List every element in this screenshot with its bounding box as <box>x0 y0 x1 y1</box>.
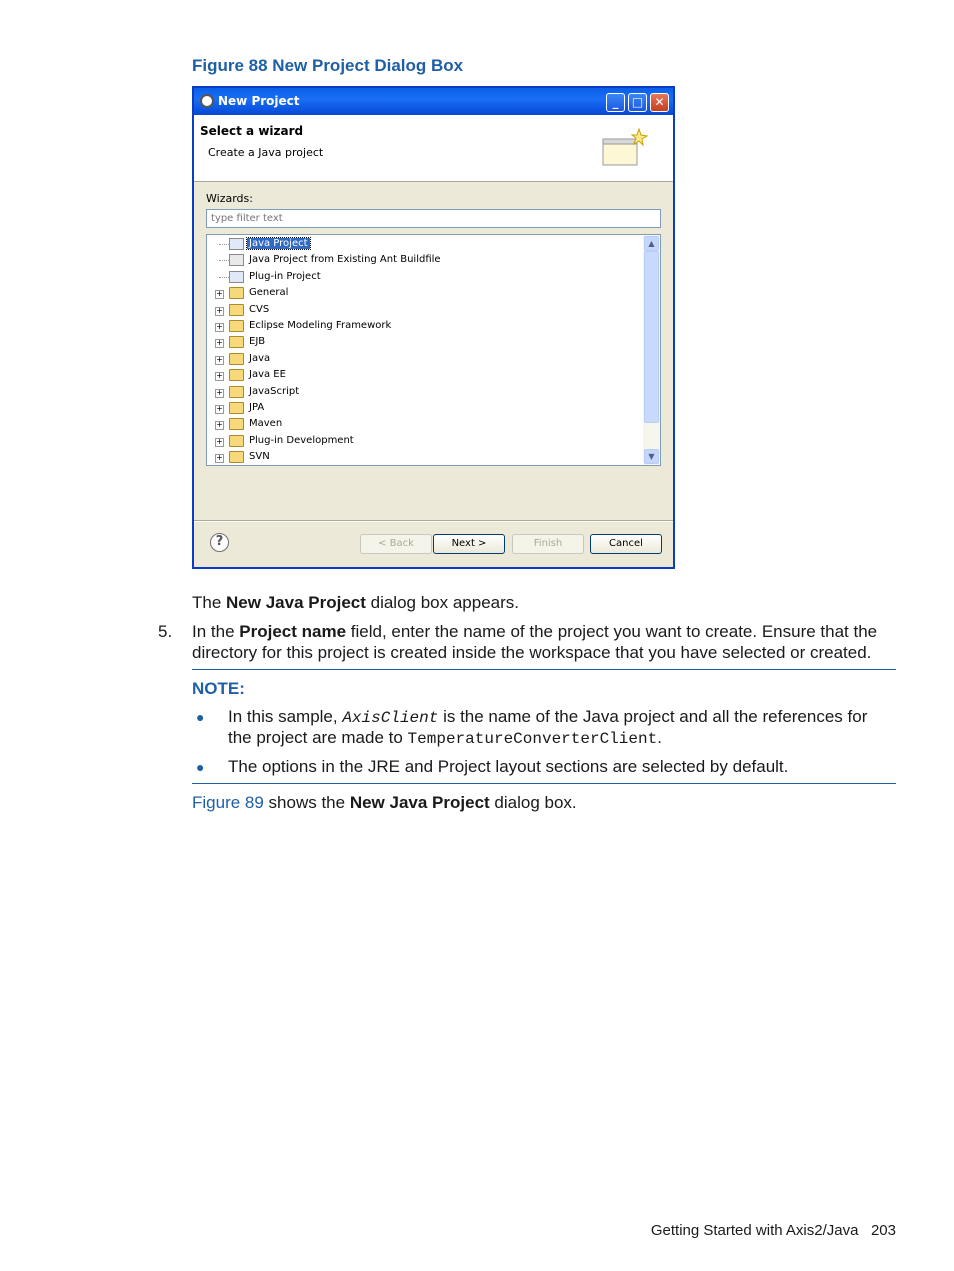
expand-icon[interactable]: + <box>216 387 223 397</box>
page-number: 203 <box>870 1222 896 1239</box>
tree-item-label: Plug-in Development <box>249 434 354 446</box>
dialog-separator <box>194 520 673 522</box>
eclipse-icon <box>200 94 214 108</box>
wizards-label: Wizards: <box>206 192 253 205</box>
folder-icon <box>229 386 244 398</box>
back-button[interactable]: < Back <box>360 534 432 554</box>
step-text-line2: directory for this project is created inside the workspace that you have selected or created. <box>192 643 872 662</box>
figure-reference-text: Figure 89 shows the New Java Project dialog box. <box>192 793 577 812</box>
note-bullet-1-line2: the project are made to TemperatureConverterClient. <box>228 728 662 748</box>
tree-item-label: Java Project from Existing Ant Buildfile <box>249 254 441 266</box>
tree-connector <box>219 277 229 278</box>
next-button[interactable]: Next > <box>433 534 505 554</box>
folder-icon <box>229 320 244 332</box>
expand-icon[interactable]: + <box>216 436 223 446</box>
step-number: 5. <box>158 622 173 641</box>
tree-scrollbar[interactable] <box>643 235 660 465</box>
note-label: NOTE: <box>192 679 245 698</box>
wizard-header <box>194 115 673 182</box>
dialog-titlebar[interactable] <box>194 88 673 115</box>
note-bullet-1-line1: In this sample, AxisClient is the name of the Java project and all the references for <box>228 707 868 727</box>
figure-caption: Figure 88 New Project Dialog Box <box>192 56 464 75</box>
java-project-icon <box>229 238 244 250</box>
ant-icon <box>229 254 244 266</box>
wizard-heading: Select a wizard <box>200 124 304 138</box>
tree-item-label: Java EE <box>249 369 286 381</box>
folder-icon <box>229 287 244 299</box>
tree-item-label: Java Project <box>249 238 308 249</box>
new-project-dialog <box>192 86 675 569</box>
filter-input[interactable] <box>206 209 661 228</box>
note-bullet-2: The options in the JRE and Project layout sections are selected by default. <box>228 757 789 776</box>
tree-connector <box>219 260 229 261</box>
folder-icon <box>229 304 244 316</box>
folder-icon <box>229 336 244 348</box>
close-icon[interactable]: ✕ <box>650 93 669 112</box>
wizard-banner-icon <box>602 127 648 169</box>
wizard-subheading: Create a Java project <box>208 146 324 159</box>
folder-icon <box>229 402 244 414</box>
scroll-down-icon[interactable]: ▼ <box>644 449 659 464</box>
folder-icon <box>229 369 244 381</box>
tree-item-label: Maven <box>249 418 283 430</box>
maximize-icon[interactable]: □ <box>628 93 647 112</box>
minimize-icon[interactable]: _ <box>606 93 625 112</box>
note-top-rule <box>192 669 896 670</box>
folder-icon <box>229 353 244 365</box>
tree-item-label: EJB <box>249 336 266 348</box>
tree-item-label: Java <box>249 352 271 364</box>
expand-icon[interactable]: + <box>216 289 223 299</box>
tree-connector <box>219 244 229 245</box>
tree-item-label: SVN <box>249 451 270 463</box>
scroll-up-icon[interactable]: ▲ <box>644 236 659 251</box>
figure-89-link[interactable]: Figure 89 <box>192 793 264 812</box>
tree-item-label: JavaScript <box>249 385 300 397</box>
expand-icon[interactable]: + <box>216 404 223 413</box>
plugin-icon <box>229 271 244 283</box>
tree-item-label: JPA <box>249 402 265 413</box>
wizard-tree[interactable] <box>206 234 661 466</box>
note-bottom-rule <box>192 783 896 784</box>
scroll-thumb[interactable] <box>644 251 659 423</box>
expand-icon[interactable]: + <box>216 420 223 430</box>
expand-icon[interactable]: + <box>216 322 223 331</box>
expand-icon[interactable]: + <box>216 338 223 348</box>
folder-icon <box>229 451 244 463</box>
tree-item-label: Eclipse Modeling Framework <box>249 320 392 331</box>
expand-icon[interactable]: + <box>216 453 223 463</box>
expand-icon[interactable]: + <box>216 371 223 381</box>
page-footer: Getting Started with Axis2/Java 203 <box>650 1222 896 1239</box>
folder-icon <box>229 418 244 430</box>
expand-icon[interactable]: + <box>216 354 223 364</box>
tree-item-label: General <box>249 287 289 299</box>
bullet-icon: ● <box>196 709 205 725</box>
cancel-button[interactable]: Cancel <box>590 534 662 554</box>
finish-button[interactable]: Finish <box>512 534 584 554</box>
help-icon[interactable]: ? <box>210 533 229 552</box>
dialog-title: New Project <box>218 94 300 108</box>
tree-item-label: CVS <box>249 303 270 315</box>
folder-icon <box>229 435 244 447</box>
bullet-icon: ● <box>196 759 205 775</box>
step-text-line1: In the Project name field, enter the name of the project you want to create. Ensure that the <box>192 622 878 641</box>
dialog-appears-text: The New Java Project dialog box appears. <box>192 593 519 612</box>
expand-icon[interactable]: + <box>216 305 223 315</box>
tree-item-label: Plug-in Project <box>249 270 321 282</box>
